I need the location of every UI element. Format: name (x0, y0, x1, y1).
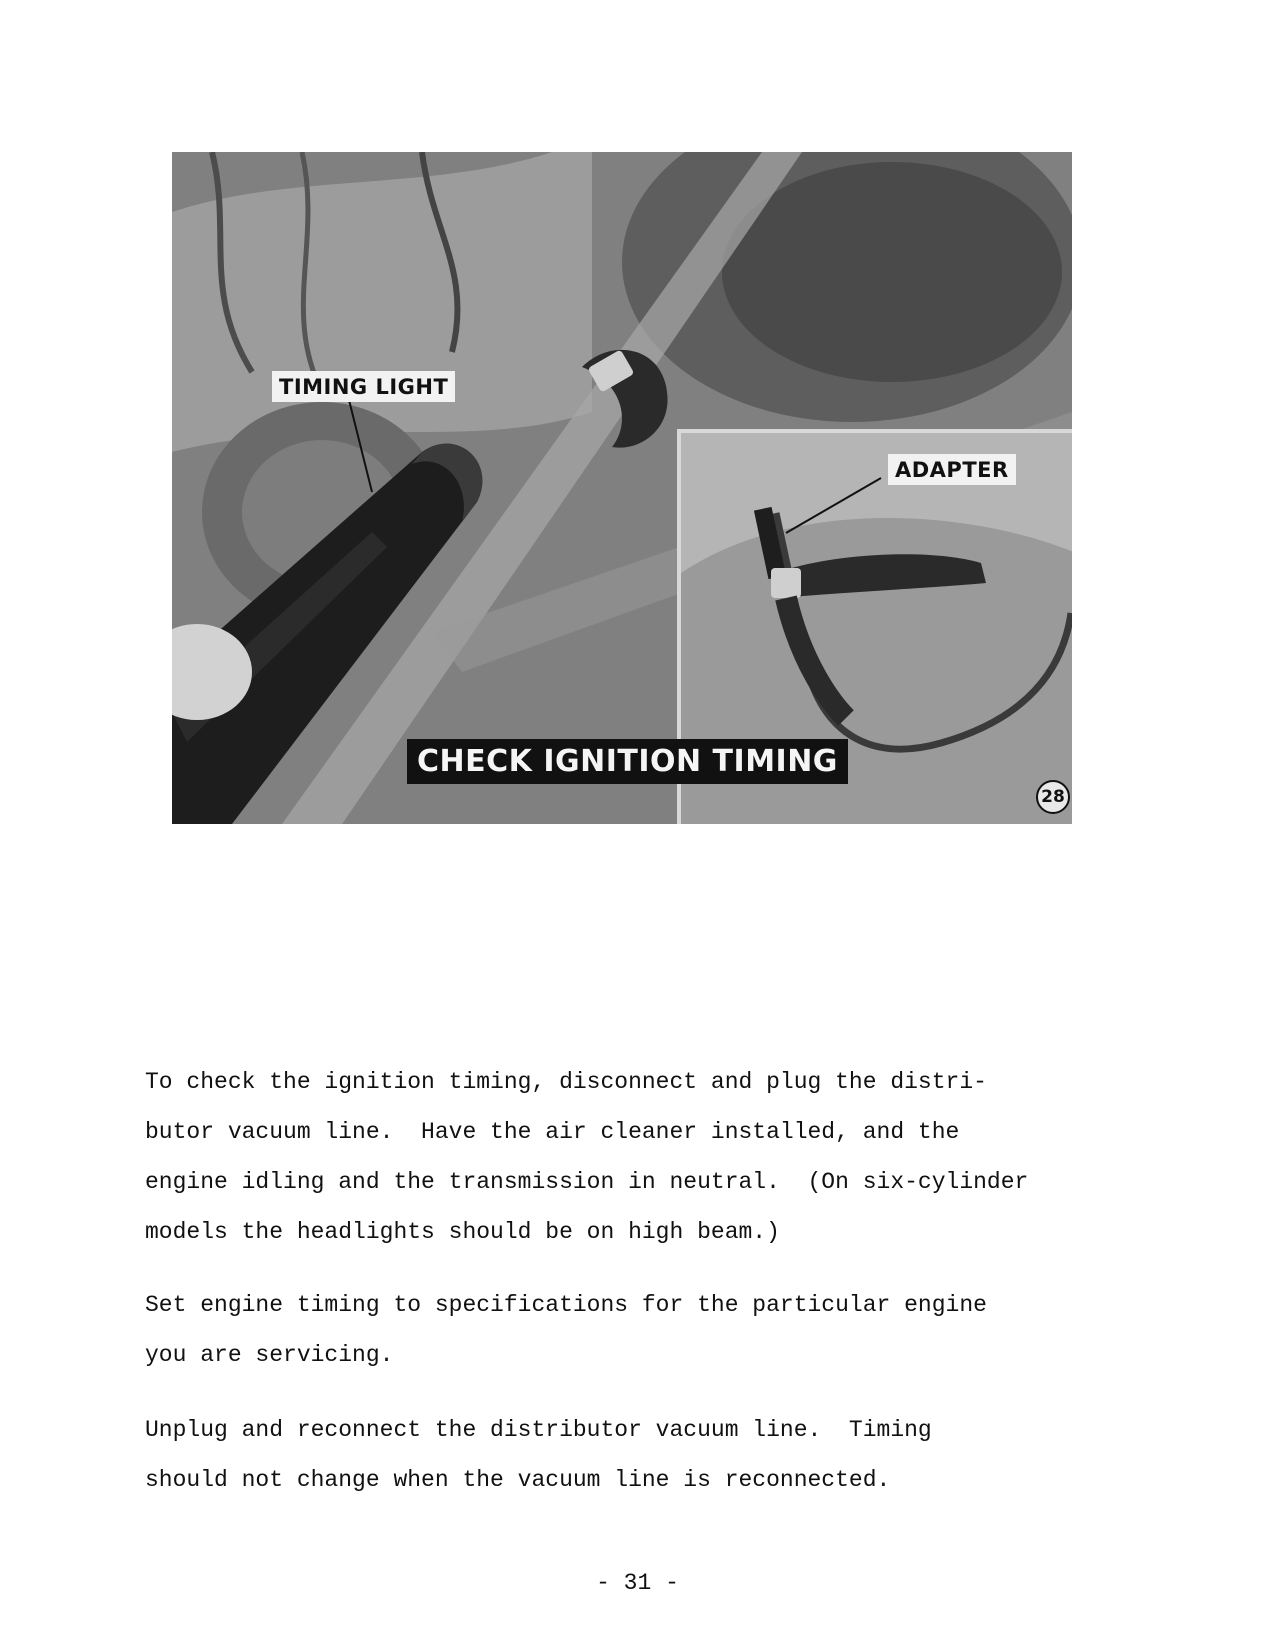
text-line: engine idling and the transmission in neutral. (On six-cylinder (145, 1169, 1029, 1195)
text-line: should not change when the vacuum line is reconnected. (145, 1467, 891, 1493)
paragraph-check-timing (145, 1057, 1145, 1257)
text-line: Unplug and reconnect the distributor vacuum line. Timing (145, 1417, 932, 1443)
timing-light-label: TIMING LIGHT (272, 371, 455, 402)
paragraph-reconnect (145, 1405, 1145, 1505)
text-line: you are servicing. (145, 1342, 394, 1368)
text-line: models the headlights should be on high beam.) (145, 1219, 780, 1245)
figure-caption: CHECK IGNITION TIMING (407, 739, 848, 784)
adapter-label: ADAPTER (888, 454, 1016, 485)
text-line: butor vacuum line. Have the air cleaner installed, and the (145, 1119, 960, 1145)
figure-number-badge: 28 (1036, 780, 1070, 814)
page-number: - 31 - (596, 1570, 679, 1596)
text-line: Set engine timing to specifications for the particular engine (145, 1292, 987, 1318)
paragraph-set-timing (145, 1280, 1145, 1380)
text-line: To check the ignition timing, disconnect and plug the distri- (145, 1069, 987, 1095)
figure-check-ignition-timing (172, 152, 1072, 824)
